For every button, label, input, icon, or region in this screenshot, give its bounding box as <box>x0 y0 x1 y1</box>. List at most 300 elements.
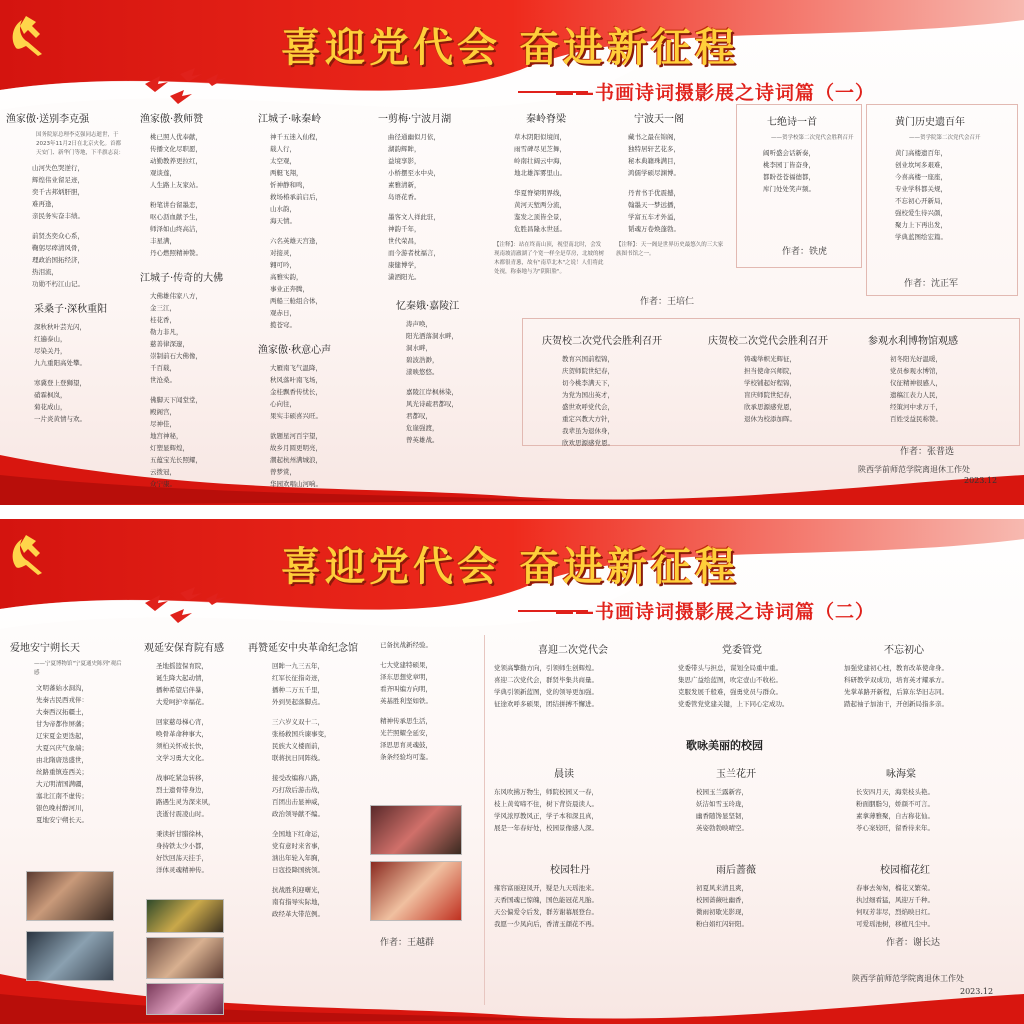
poem-line: 回眸一九三五年， <box>272 662 324 670</box>
poem-lines <box>875 147 1011 243</box>
poem-line: 君都叹， <box>406 412 432 420</box>
poem-column-5 <box>494 110 606 281</box>
poem-line: 铸魂举帜光辉征， <box>744 355 796 363</box>
poem-line: 灯塑显辉煌， <box>150 444 189 452</box>
poem-line: 路遇生灵为深来夙， <box>156 798 215 806</box>
poem-line: 硝霖枫岚， <box>34 391 67 399</box>
poem-line: 政经革大带范例。 <box>272 910 324 918</box>
board-divider <box>0 505 1024 519</box>
poem-line: 六名英雄天宫逢， <box>270 237 322 245</box>
poem-line: 百姓受益民称赞。 <box>890 415 942 423</box>
poem-line: 日寇投降国统领。 <box>272 866 324 874</box>
poem-line: 功勋不朽江山记。 <box>32 280 84 288</box>
author-label: 作者：谢长达 <box>886 938 941 948</box>
poem-line: 长安四月天，海棠枝头艳。 <box>856 788 934 796</box>
poem-title: 校园榴花红 <box>880 865 930 876</box>
poem-line: 韬魂万卷焕蓬勃。 <box>628 225 680 233</box>
poem-line: 盛世欢呼党代会， <box>562 403 614 411</box>
poem-line: 外到吴起落脚点。 <box>272 698 324 706</box>
poem-line: 百团出击显神威， <box>272 798 324 806</box>
poem-lines <box>616 131 726 235</box>
footer-organization: 陕西学前师范学院离退休工作处 <box>858 465 970 474</box>
poem-line: 山水韵， <box>270 205 296 213</box>
poem-line: 苓心案较旺，留香待来年。 <box>856 824 934 832</box>
poem-line: 英基胜利坚如铁。 <box>380 697 432 705</box>
poem-line: 学风浓厚教风正，学子本和深且真， <box>494 812 598 820</box>
poem-column-4 <box>378 110 488 446</box>
poem-line: 党领高擎勤方向，引领师生创辉煌。 <box>494 664 598 672</box>
poem-line: 曾梦赏， <box>270 468 296 476</box>
poem-line: 山河失色哭逆行， <box>32 164 84 172</box>
poem-line: 不忘初心开新局， <box>895 197 947 205</box>
poem-line: 传播文化尽职愿， <box>150 145 202 153</box>
exhibit-photo <box>146 899 224 933</box>
stanza-gap <box>150 191 250 199</box>
poem-line: 仪征精神很感人， <box>890 379 942 387</box>
stanza-gap <box>156 708 254 716</box>
poem-line: 风光诗疏君都叹， <box>406 400 458 408</box>
poem-column-6 <box>616 110 726 263</box>
poem-line: 草木阴阳似境间， <box>514 133 566 141</box>
poem-line: 聚力上下再出发， <box>895 221 947 229</box>
stanza-gap <box>156 820 254 828</box>
main-title: 喜迎党代会 奋进新征程 <box>281 24 739 71</box>
poem-line: 七大党建特硕果， <box>380 661 432 669</box>
poem-line: 好饮回荡天挂手， <box>156 854 208 862</box>
poem-line: 鸿儒学硕尽渊博。 <box>628 169 680 177</box>
poem-title: 忆秦娥·嘉陵江 <box>396 301 460 312</box>
stanza-gap <box>150 386 250 394</box>
poem-line: 学富五车才外溢， <box>628 213 680 221</box>
poem-line: 湖韵辉眸， <box>388 145 421 153</box>
poem-line: 微雨初歇光影现， <box>696 908 748 916</box>
poem-line: 文明蕃始水洞沟， <box>36 684 88 692</box>
poem-column-1 <box>10 639 124 826</box>
poem-title: 观延安保育院有感 <box>144 643 224 654</box>
poem-line: 五蕴宝光长照耀， <box>150 456 202 464</box>
poem-line: 学校铺起好程锦， <box>744 379 796 387</box>
poem-note: ——贺学院第二次党代会召开 <box>909 135 981 141</box>
poem-line: 世代荣昌， <box>388 237 421 245</box>
poem-line: 漾映悠悠。 <box>406 368 439 376</box>
doves-icon <box>140 585 230 625</box>
memorial-photo <box>370 861 462 921</box>
poem-lines <box>678 662 848 710</box>
poem-line: 专业学科都关规， <box>895 185 947 193</box>
poem-line: 泽思思育灵魂鼓， <box>380 741 432 749</box>
poem-line: 危胜昌隆永世延。 <box>514 225 566 233</box>
footer-date: 2023.12 <box>964 476 998 485</box>
poem-lines <box>846 786 1016 834</box>
poster-board-1 <box>0 0 1024 505</box>
poem-lines <box>10 682 124 826</box>
poem-line: 担当使命兴师院， <box>744 367 796 375</box>
poem-title: 采桑子·深秋重阳 <box>34 304 108 315</box>
poem-line: 前贤杰奕众心系， <box>32 232 84 240</box>
poem-title: 秦岭脊梁 <box>526 114 566 125</box>
poem-line: 黄门高楼遗百年， <box>895 149 947 157</box>
poem-line: 众宁康。 <box>150 480 176 488</box>
poem-line: 高雅实韵， <box>270 273 303 281</box>
party-emblem-icon <box>6 10 54 58</box>
poem-line: 大佛雄伟家八方， <box>150 292 202 300</box>
poem-note: 【注释】：天一阁是世界历史最悠久的三大家族图书馆之一。 <box>616 242 724 257</box>
poem-line: 观赤日， <box>270 309 296 317</box>
poem-line: 尽染关丹， <box>34 347 67 355</box>
poem-line: 神千五迷入仙程， <box>270 133 322 141</box>
campus-poem-5 <box>688 861 838 930</box>
poem-line: 党委带头与担总，谋划全局重中重。 <box>678 664 782 672</box>
poem-line: 创业坎坷多艰难， <box>895 161 947 169</box>
poem-line: 切今桃李满天下， <box>562 379 614 387</box>
poem-line: 初冬阳光好温暖， <box>890 355 942 363</box>
panel-divider <box>484 635 485 1005</box>
poem-line: 两艇飞翔， <box>270 169 303 177</box>
poem-line: 小桥摆至水中央， <box>388 169 440 177</box>
poem-lines <box>258 362 368 490</box>
poem-line: 桂花香， <box>150 316 176 324</box>
poem-lines <box>6 162 124 290</box>
poem-line: 亲民务实奋丰绩。 <box>32 212 84 220</box>
stanza-gap <box>272 820 366 828</box>
stanza-gap <box>270 422 368 430</box>
poem-line: 诞生降大起动情， <box>156 674 208 682</box>
poem-title: 咏海棠 <box>886 769 916 780</box>
poem-lines <box>494 662 664 710</box>
poem-lines <box>378 318 488 446</box>
poem-title: 渔家傲·教师赞 <box>140 114 204 125</box>
poem-line: 地北雄浑雾里山。 <box>514 169 566 177</box>
poem-line: 巧打敌后游击战， <box>272 786 324 794</box>
poem-line: 塞北江南不虚传； <box>36 792 88 800</box>
stanza-gap <box>32 222 124 230</box>
poem-line: 救场椿承前启后， <box>270 193 322 201</box>
poem-line: 强校爱生待兴颜， <box>895 209 947 217</box>
poem-line: 文学习勇大文化。 <box>156 754 208 762</box>
poem-lines <box>688 882 838 930</box>
poem-line: 碧波浩渺， <box>406 356 439 364</box>
exhibit-photo <box>146 983 224 1015</box>
campus-poem-2 <box>688 765 838 834</box>
poem-line: 夏地安宁朔长天。 <box>36 816 88 824</box>
poem-line: 东风吹拂万物生，师院校园又一春， <box>494 788 598 796</box>
poem-lines <box>494 882 664 930</box>
poem-line: 华夏脊梁明界线， <box>514 189 566 197</box>
poem-lines <box>140 131 250 259</box>
poem-line: 联蒋抗日同阵线。 <box>272 754 324 762</box>
poem-line: 海天情。 <box>270 217 296 225</box>
poem-line: 民族大义楼面前， <box>272 742 324 750</box>
poem-line: 看齐叫编方向明， <box>380 685 432 693</box>
footer-organization: 陕西学前师范学院离退休工作处 <box>852 974 964 983</box>
poem-line: 丝路重镇连西关； <box>36 768 88 776</box>
poem-lines <box>6 321 124 425</box>
poem-line: 唤骨革命种事大， <box>156 730 208 738</box>
poem-line: 光芒照耀全延安， <box>380 729 432 737</box>
poem-line: 人生路上友家站。 <box>150 181 202 189</box>
poem-line: 可爱瑶池树，移植凡尘中。 <box>856 920 934 928</box>
poem-line: 条条经验均可鉴。 <box>380 753 432 761</box>
poem-title: 不忘初心 <box>884 645 924 656</box>
stanza-gap <box>380 707 480 715</box>
poem-line: 妖洁如雪玉玲珑， <box>696 800 748 808</box>
poem-line: 播种希望启伴暴， <box>156 686 208 694</box>
poem-line: 学典引领新蓝图，党的领导更加强。 <box>494 688 598 696</box>
poem-line: 克服发展千般难，强勇党员与群众。 <box>678 688 782 696</box>
poem-line: 播种二万五千里， <box>272 686 324 694</box>
poem-line: 墨客文人祥此驻， <box>388 213 440 221</box>
poem-line: 丹青书手优震撼， <box>628 189 680 197</box>
poem-line: 政治领导献不编。 <box>272 810 324 818</box>
poem-line: 库门处处笑声频。 <box>763 185 815 193</box>
poem-line: 红遍泰山， <box>34 335 67 343</box>
poem-line: 丧逝付震凌山时。 <box>156 810 208 818</box>
poem-lines <box>140 290 250 490</box>
poem-line: 何叹芳菲尽，烈焰映日红。 <box>856 908 934 916</box>
poem-line: 华园欢唱山河响。 <box>270 480 322 488</box>
poem-line: 粉白娟红闪轩阳。 <box>696 920 748 928</box>
poem-line: 精神传承思生活， <box>380 717 432 725</box>
poem-title: 玉兰花开 <box>716 769 756 780</box>
poem-title: 庆贺校二次党代会胜利召开 <box>708 336 828 347</box>
poem-lines <box>846 882 1016 930</box>
poem-line: 岛语花香。 <box>388 193 421 201</box>
poem-line: 银色晚村醉河川， <box>36 804 88 812</box>
poem-line: 欣欢思源感党恩。 <box>562 439 614 447</box>
stanza-gap <box>272 708 366 716</box>
poem-line: 南有指导实际地， <box>272 898 324 906</box>
poem-line: 加强党建初心柱，教育改革使命身。 <box>844 664 948 672</box>
poem-line: 辽宋夏金更迭起， <box>36 732 88 740</box>
poem-title: 宁波天一阁 <box>634 114 684 125</box>
poem-line: 党有意时来省事， <box>272 842 324 850</box>
poem-line: 我辈虽为退休身， <box>562 427 614 435</box>
poem-line: 执过细看猛，风迎万千种。 <box>856 896 934 904</box>
poem-line: 先秦古民西戎伴： <box>36 696 88 704</box>
stanza-gap <box>272 876 366 884</box>
museum-photo <box>26 931 114 981</box>
poem-line: 今喜高楼一座座， <box>895 173 947 181</box>
poem-line: 难再逢， <box>32 200 58 208</box>
poem-line: 热泪流， <box>32 268 58 276</box>
poem-line: 故乡月圆更明亮， <box>270 444 322 452</box>
poem-line: 慈善律深邃， <box>150 340 189 348</box>
poem-title: 江城子·咏秦岭 <box>258 114 322 125</box>
poem-note: 【注释】：站在终南山顶，视望南北时，会发现南坡清澈湖了个宽一样全是草房，北坡的树木都很青葱，故有"南草北木"之说！人们将此处视，称秦地与为"阴阳脸"。 <box>494 242 605 275</box>
poem-line: 张杨救国兵谏事变， <box>272 730 331 738</box>
poem-line: 全国地下红命运， <box>272 830 324 838</box>
poem-note: ——贺学校第二次党代会胜利召开 <box>771 135 854 141</box>
poem-line: 果实丰硕喜兴旺。 <box>270 412 322 420</box>
poem-line: 经策河中求万千， <box>890 403 942 411</box>
poem-line: 桃李园丁皆奋身， <box>763 161 815 169</box>
poem-line: 动勤教养更拉红， <box>150 157 202 165</box>
poem-line: 英姿勃勃映晴空。 <box>696 824 748 832</box>
poem-lines <box>688 786 838 834</box>
poem-line: 而今游者枕福言， <box>388 249 440 257</box>
poem-note: ——宁夏博物馆"宁夏通史陈列"观后感 <box>34 661 122 676</box>
poem-line: 太空观， <box>270 157 296 165</box>
poem-column-2 <box>144 639 254 876</box>
poem-line: 学典蓝图绘宏篇。 <box>895 233 947 241</box>
poem-line: 翱可吟， <box>270 261 296 269</box>
poem-line: 鉴发之顶皆全景， <box>514 213 566 221</box>
poem-line: 尽神佳， <box>150 420 176 428</box>
poem-line: 回家慈母梯心宵， <box>156 718 208 726</box>
poem-line: 黄河天堑两分流， <box>514 201 566 209</box>
poem-line: 勒力非凡， <box>150 328 183 336</box>
poem-line: 烈士遗骨带身边， <box>156 786 208 794</box>
poem-title: 爱地安宁朔长天 <box>10 643 80 654</box>
poem-line: 深秋秋叶芸光闪， <box>34 323 86 331</box>
poem-line: 呕心沥血献予生， <box>150 213 202 221</box>
poem-title: 再赞延安中央革命纪念馆 <box>248 643 358 654</box>
poem-line: 潇洒阳光。 <box>388 273 421 281</box>
poem-line: 神韵千年， <box>388 225 421 233</box>
poem-line: 身持铁太少小都， <box>156 842 208 850</box>
poem-column-3 <box>258 110 368 490</box>
poem-line: 九九重阳高处攀。 <box>34 359 86 367</box>
poem-line: 岭南壮阔云中海， <box>514 157 566 165</box>
poem-line: 独特居轩艺花多， <box>628 145 680 153</box>
poem-line: 益境享影， <box>388 157 421 165</box>
exhibit-photo <box>146 937 224 979</box>
poem-line: 泽东思想党章明， <box>380 673 432 681</box>
poem-line: 云拨冠， <box>150 468 176 476</box>
poem-line: 大元明清国满疆， <box>36 780 88 788</box>
poem-line: 辉煌伟业留足迹， <box>32 176 84 184</box>
poem-line: 潮起杭州满城浪， <box>270 456 322 464</box>
poem-line: 退休为校添加晖。 <box>744 415 796 423</box>
poem-line: 涛声唤， <box>406 320 432 328</box>
poem-line: 殿阁宫， <box>150 408 176 416</box>
poem-line: 桃已照人优奉献， <box>150 133 202 141</box>
poem-line: 展是一年春好处，校园景像感人深。 <box>494 824 598 832</box>
poem-line: 师泽如山终高洁， <box>150 225 202 233</box>
poem-line: 都盼苍苍福德都， <box>763 173 815 181</box>
poem-line: 我愿一少凤向后，香清玉顔花不再。 <box>494 920 598 928</box>
poem-line: 揽苍穹。 <box>270 321 296 329</box>
poem-line: 载人行， <box>270 145 296 153</box>
stanza-gap <box>156 764 254 772</box>
poem-title: 黄门历史遗百年 <box>895 117 965 128</box>
poem-lines <box>380 639 480 763</box>
subtitle: ——书画诗词摄影展之诗词篇（二） <box>554 601 875 623</box>
poem-line: 集思广益绘蓝图，吹定壹山不收松。 <box>678 676 782 684</box>
poem-line: 佛脚天下闻堂堂， <box>150 396 202 404</box>
poem-line: 庆贺师院世纪春， <box>562 367 614 375</box>
poem-line: 康健博学， <box>388 261 421 269</box>
poem-line: 理政治国拓经济， <box>32 256 84 264</box>
poem-title: 雨后蔷薇 <box>716 865 756 876</box>
poem-title: 庆贺校二次党代会胜利召开 <box>542 336 662 347</box>
poem-line: 教育兴国前程锦， <box>562 355 614 363</box>
bottom-poem-1 <box>542 332 692 449</box>
author-label: 作者：张普选 <box>900 447 955 457</box>
author-label: 作者：王培仁 <box>640 297 695 307</box>
poem-line: 秉读折甘腊徐林， <box>156 830 208 838</box>
stanza-gap <box>34 369 124 377</box>
poem-line: 崇制前石大佛像， <box>150 352 202 360</box>
poem-line: 天香国魂已惊魄，国色能冠花凡胎。 <box>494 896 598 904</box>
author-label: 作者：沈正军 <box>904 279 959 289</box>
poem-line: 遗稿江表力人民， <box>890 391 942 399</box>
poem-line: 千百载， <box>150 364 176 372</box>
poem-line: 春事去匆匆，榴花又繁荣。 <box>856 884 934 892</box>
poem-line: 寒冀登上登狮望， <box>34 379 86 387</box>
poem-column-3 <box>248 639 366 920</box>
bottom-poem-2 <box>708 332 858 425</box>
poem-line: 枝上黄莺啼不住，树下背资晨读人。 <box>494 800 598 808</box>
poem-line: 科研教学双成功，培育英才耀承方。 <box>844 676 948 684</box>
poem-line: 欲题星河百宇望， <box>270 432 322 440</box>
poem-line: 党员参观水博馆， <box>890 367 942 375</box>
stanza-gap <box>272 764 366 772</box>
stanza-gap <box>270 227 368 235</box>
poem-lines <box>144 660 254 876</box>
poem-line: 雍容富丽迎凤开，疑是九天瑶池来。 <box>494 884 598 892</box>
poem-line: 曲径通幽似月依， <box>388 133 440 141</box>
poem-column-4 <box>380 639 480 763</box>
poem-lines <box>844 662 1014 710</box>
author-label: 作者：王越群 <box>380 938 435 948</box>
poem-line: 藏书之最在锦阁， <box>628 133 680 141</box>
poem-line: 由北隋唐迭盛世， <box>36 756 88 764</box>
poem-line: 奕千古邦炳肝胆， <box>32 188 84 196</box>
party-emblem-icon <box>6 529 54 577</box>
poem-line: 菊花成山， <box>34 403 67 411</box>
poem-line: 丰星满， <box>150 237 176 245</box>
poem-line: 为党为国出英才， <box>562 391 614 399</box>
poem-lines <box>258 131 368 331</box>
poem-lines <box>248 660 366 920</box>
poem-line: 天公偏爱令后发，群芳谢幕展登台。 <box>494 908 598 916</box>
poem-lines <box>542 353 692 449</box>
poem-line: 金三江， <box>150 304 176 312</box>
poem-line: 素雅清新， <box>388 181 421 189</box>
poem-column-2 <box>140 110 250 490</box>
poem-card-2 <box>866 104 1018 296</box>
poem-line: 须柏关怀成长快， <box>156 742 208 750</box>
poem-line: 粉笔讲台留墨恋， <box>150 201 202 209</box>
poem-line: 对接灵， <box>270 249 296 257</box>
poem-line: 阳光洒落洞水畔， <box>406 332 458 340</box>
poem-title: 参观水利博物馆观感 <box>868 336 958 347</box>
stanza-gap <box>406 378 488 386</box>
poem-line: 金桂飘香传忧长， <box>270 388 322 396</box>
poem-line: 事业正奔腾， <box>270 285 309 293</box>
poem-line: 喜迎二次党代会，群贤毕集共商量。 <box>494 676 598 684</box>
poem-line: 素拿薄雅聚，自古称花仙。 <box>856 812 934 820</box>
poem-lines <box>868 353 1018 425</box>
poem-title: 喜迎二次党代会 <box>538 645 608 656</box>
poem-line: 已备抗战新经验。 <box>380 641 432 649</box>
poem-title: 校园牡丹 <box>550 865 590 876</box>
poem-line: 秋风落叶南飞场， <box>270 376 322 384</box>
poem-line: 嘉陵江岸枫林染， <box>406 388 458 396</box>
poem-line: 三六岁义双十二， <box>272 718 324 726</box>
poem-line: 一片炎黄情与欢。 <box>34 415 86 423</box>
top-poem-3 <box>844 641 1014 710</box>
subtitle: ——书画诗词摄影展之诗词篇（一） <box>554 82 875 104</box>
poem-line: 大秦西汉拓疆土， <box>36 708 88 716</box>
poem-title: 晨读 <box>554 769 574 780</box>
poem-line: 大爱呵护幸福花。 <box>156 698 208 706</box>
poem-line: 地宫神秘， <box>150 432 183 440</box>
poem-line: 接受改编称八路， <box>272 774 324 782</box>
poem-title: 党委管党 <box>722 645 762 656</box>
campus-poem-3 <box>846 765 1016 834</box>
